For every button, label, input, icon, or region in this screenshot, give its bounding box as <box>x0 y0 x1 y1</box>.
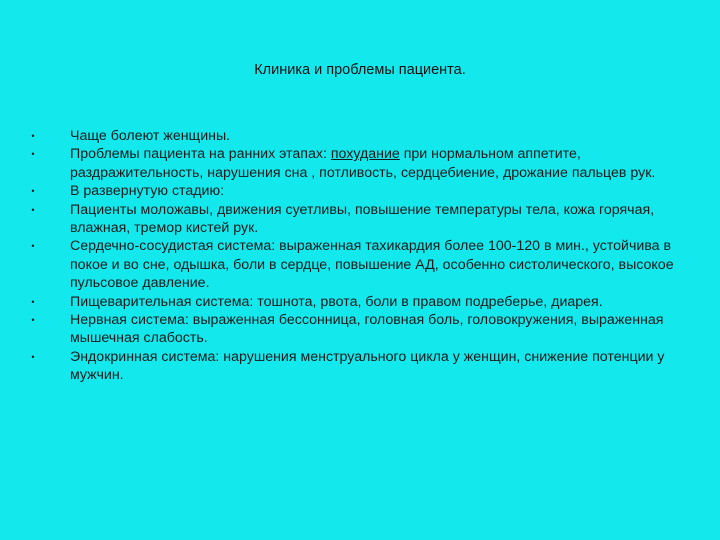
list-item-text: Нервная система: выраженная бессонница, головная боль, головокружения, выраженная мышечная слабость. <box>70 312 664 347</box>
list-item <box>28 182 688 200</box>
list-item-text: В развернутую стадию: <box>70 183 225 200</box>
bullet-list <box>28 127 688 385</box>
list-item <box>28 145 688 182</box>
bullet-icon: • <box>31 315 35 326</box>
list-item-text: Эндокринная система: нарушения менструального цикла у женщин, снижение потенции у мужчин. <box>70 348 665 384</box>
list-item-text: Пациенты моложавы, движения суетливы, повышение температуры тела, кожа горячая, влажная, тремор кистей рук. <box>70 201 655 237</box>
bullet-icon: • <box>31 131 35 141</box>
list-item <box>28 127 688 145</box>
list-item <box>28 293 688 311</box>
bullet-icon: • <box>31 204 35 215</box>
list-item-text-suffix: при нормальном аппетите, раздражительность, нарушения сна , потливость, сердцебиение, дрожание пальцев рук. <box>70 146 656 181</box>
bullet-icon: • <box>31 296 35 307</box>
list-item-text: Сердечно-сосудистая система: выраженная тахикардия более 100-120 в мин., устойчива в покое и во сне, одышка, боли в сердце, повышение АД, особенно систолического, высокое пульсовое давление. <box>70 238 674 292</box>
bullet-icon: • <box>31 186 35 197</box>
list-item <box>28 237 688 292</box>
list-item-underlined-word: похудание <box>330 146 400 163</box>
list-item-text-prefix: Проблемы пациента на ранних этапах: <box>70 146 331 163</box>
list-item <box>28 311 688 348</box>
bullet-icon: • <box>31 241 35 252</box>
list-item-text: Пищеварительная система: тошнота, рвота, боли в правом подреберье, диарея. <box>70 293 603 310</box>
bullet-icon: • <box>31 351 35 362</box>
slide-title: Клиника и проблемы пациента. <box>254 62 466 78</box>
list-item <box>28 348 688 385</box>
list-item <box>28 201 688 238</box>
list-item-text: Чаще болеют женщины. <box>70 128 231 144</box>
bullet-icon: • <box>31 149 35 160</box>
